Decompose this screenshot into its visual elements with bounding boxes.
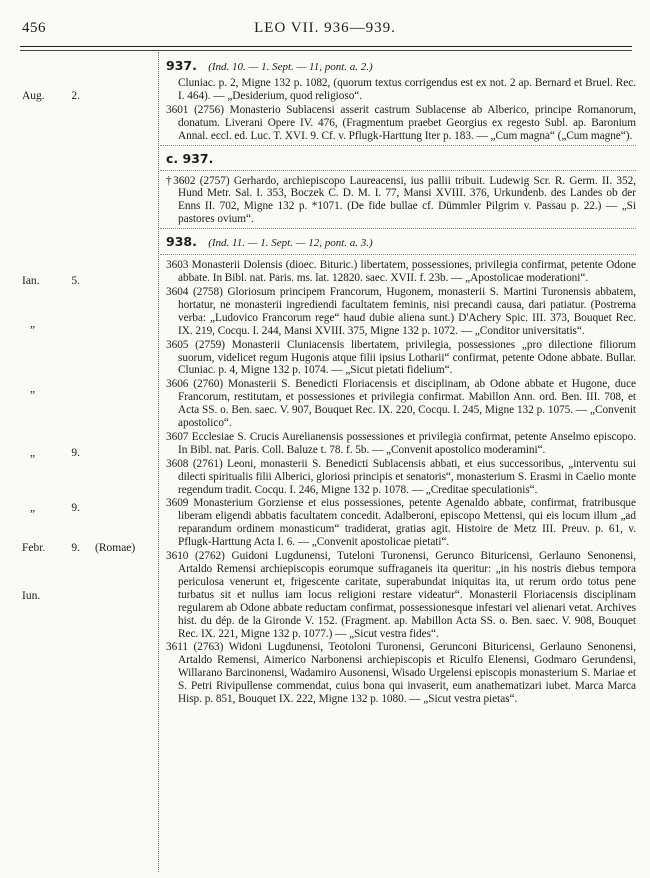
regest-entry: Cluniac. p. 2, Migne 132 p. 1082, (quorum textus corrigendus est ex not. 2 ap. Bernard et Bruel. Rec. I. 464). — „Desiderium, quod religioso“. bbox=[178, 77, 636, 102]
margin-month: Aug. bbox=[22, 90, 45, 102]
margin-month: Iun. bbox=[22, 590, 41, 602]
header-rule bbox=[20, 46, 632, 47]
column-divider bbox=[158, 52, 159, 872]
margin-ditto: „ bbox=[30, 383, 36, 395]
header-rule-thin bbox=[20, 50, 632, 51]
margin-day: 9. bbox=[71, 502, 80, 514]
indiction: (Ind. 11. — 1. Sept. — 12, pont. a. 3.) bbox=[208, 237, 373, 250]
margin-day: 9. bbox=[71, 447, 80, 459]
margin-place: (Romae) bbox=[95, 542, 136, 554]
regest-entry: 3604 (2758) Gloriosum principem Francorum, Hugonem, monasterii S. Martini Turonensis abbatem, hortatur, ne monasterii ingrediendi facultatem feminis, nisi precandi causa, dari patiatur. (Postrema verba: „Ludovico Francorum rege“ haud dubie aliena sunt.) D'Achery Spic. III. 373, Bouquet Rec. IX. 219, Cocqu. I. 244, Mansi XVIII. 375, Migne 132 p. 1072. — „Conditor universitatis“. bbox=[166, 285, 636, 337]
regest-entry: 3605 (2759) Monasterii Cluniacensis libertatem, privilegia, possessiones „pro dilectione filiorum suorum, videlicet regum Hugonis atque filii ipsius Lotharii“ confirmat, petente Odone abbate. Bullar. Cluniac. p. 4, Migne 132 p. 1074. — „Sicut pietati fidelium“. bbox=[166, 338, 636, 377]
regest-entry: 3603 Monasterii Dolensis (dioec. Bituric.) libertatem, possessiones, privilegia confirmat, petente Odone abbate. In Bibl. nat. Paris. ms. lat. 12820. saec. XVII. f. 23b. — „Apostolicae moderationi“. bbox=[166, 259, 636, 285]
regest-entry: 3611 (2763) Widoni Lugdunensi, Teotoloni Turonensi, Gerunconi Bituricensi, Gerlauno Senonensi, Artaldo Remensi, Aimerico Narbonensi archiepiscopis et Riculfo Elenensi, Godmaro Gerundensi, Willarano Barcinonensi, Wadamiro Ausonensi, Wisado Urgelensi episcopis monasterium S. Mariae et S. Petri Rivipullense commendat, cuius bona qui invaserit, eum anathematizari iubet. Marca Marca Hisp. p. 851, Bouquet IX. 222, Migne 132 p. 1080. — „Sicut vestra pietas“. bbox=[166, 641, 636, 706]
page-number: 456 bbox=[22, 20, 46, 36]
regest-entry: 3610 (2762) Guidoni Lugdunensi, Tuteloni Turonensi, Gerunco Bituricensi, Gerlauno Senonensi, Artaldo Remensi archiepiscopis eorumque suffraganeis ita queritur: „in his nostris diebus tempora periculosa venerunt et, frigescente caritate, superabundat iniquitas ita, ut rerum ordo totus pene turbatus sit et nullus iam locus religioni restare videatur“. Monasterii Floriacensis disciplinam regularem ab Odone abbate reductam confirmat, possessionesque infestari vel alienari vetat. Archives hist. du dép. de la Gironde V. 152. (Fragment. ap. Mabillon Acta SS. o. Ben. saec. V. 908, Bouquet Rec. IX. 221, Migne 132 p. 1077.) — „Sicut vestra fides“. bbox=[166, 550, 636, 640]
margin-ditto: „ bbox=[30, 318, 36, 330]
section-rule bbox=[160, 145, 636, 146]
margin-ditto: „ bbox=[30, 447, 36, 459]
regest-entry: 3609 Monasterium Gorziense et eius possessiones, petente Agenaldo abbate, confirmat, fratribusque liberam eligendi abbatis facultatem concedit. Adalberoni, episcopo Mettensi, qui eis locum illum „ad reparandum ordinem monasticum“ tradiderat, gratias agit. Histoire de Metz III. Preuv. p. 61, v. Pflugk-Harttung Acta I. 6. — „Convenit apostolicae pietati“. bbox=[166, 497, 636, 549]
regest-entry: 3601 (2756) Monasterio Sublacensi asserit castrum Sublacense ab Alberico, principe Romanorum, donatum. Liverani Opere IV. 476, (Fragmentum praebet Georgius ex regesto Subl. ap. Baronium Annal. eccl. ed. Luc. T. XVI. 9. Cf. v. Pflugk-Harttung Iter p. 183. — „Cum magna“ („Cum magne“). bbox=[166, 103, 636, 142]
regest-entry: 3607 Ecclesiae S. Crucis Aurelianensis possessiones et privilegia confirmat, petente Anselmo episcopo. In Bibl. nat. Paris. Coll. Baluze t. 78. f. 5b. — „Convenit apostolico moderamini“. bbox=[166, 430, 636, 456]
page-header bbox=[0, 0, 650, 40]
running-title: LEO VII. 936—939. bbox=[254, 20, 396, 36]
regest-entry: †3602 (2757) Gerhardo, archiepiscopo Laureacensi, ius pallii tribuit. Ludewig Scr. R. Germ. II. 352, Hund Metr. Sal. I. 353, Boczek C. D. M. I. 77, Mansi XVIII. 376, Urkundenb. des Landes ob der Enns II. 702, Migne 132 p. *1071. (De fide bullae cf. Dümmler Pilgrim v. Passau p. 22.) — „Si pastores ovium“. bbox=[166, 174, 636, 226]
margin-month: Febr. bbox=[22, 542, 46, 554]
year-heading bbox=[166, 57, 636, 76]
section-rule bbox=[160, 170, 636, 171]
year-heading bbox=[166, 150, 636, 168]
section-rule bbox=[160, 228, 636, 229]
indiction: (Ind. 10. — 1. Sept. — 11, pont. a. 2.) bbox=[208, 61, 373, 73]
regest-entry: 3606 (2760) Monasterii S. Benedicti Floriacensis et disciplinam, ab Odone abbate et Hugone, duce Francorum, restitutam, et possessiones et privilegia confirmat. Mabillon Ann. ord. Ben. III. 708, et Acta SS. o. Ben. saec. V. 907, Bouquet Rec. IX. 220, Cocqu. I. 245, Migne 132 p. 1075. — „Convenit apostolico“. bbox=[166, 378, 636, 430]
regest-entry: 3608 (2761) Leoni, monasterii S. Benedicti Sublacensis abbati, et eius successoribus, „interventu sui dilecti spiritualis filii Alberici, gloriosi principis et senatoris“, monasterium S. Erasmi in Caelio monte regendum tradit. Cocqu. I. 246, Migne 132 p. 1078. — „Creditae speculationis“. bbox=[166, 457, 636, 496]
main-text bbox=[166, 57, 636, 707]
year-label: c. 937. bbox=[166, 150, 214, 166]
margin-ditto: „ bbox=[30, 502, 36, 514]
section-rule bbox=[160, 254, 636, 255]
margin-month: Ian. bbox=[22, 275, 40, 287]
year-label: 937. bbox=[166, 58, 197, 73]
margin-day: 5. bbox=[71, 275, 80, 287]
year-heading bbox=[166, 233, 636, 252]
margin-day: 2. bbox=[71, 90, 80, 102]
year-label: 938. bbox=[166, 234, 197, 250]
margin-day: 9. bbox=[71, 542, 80, 554]
